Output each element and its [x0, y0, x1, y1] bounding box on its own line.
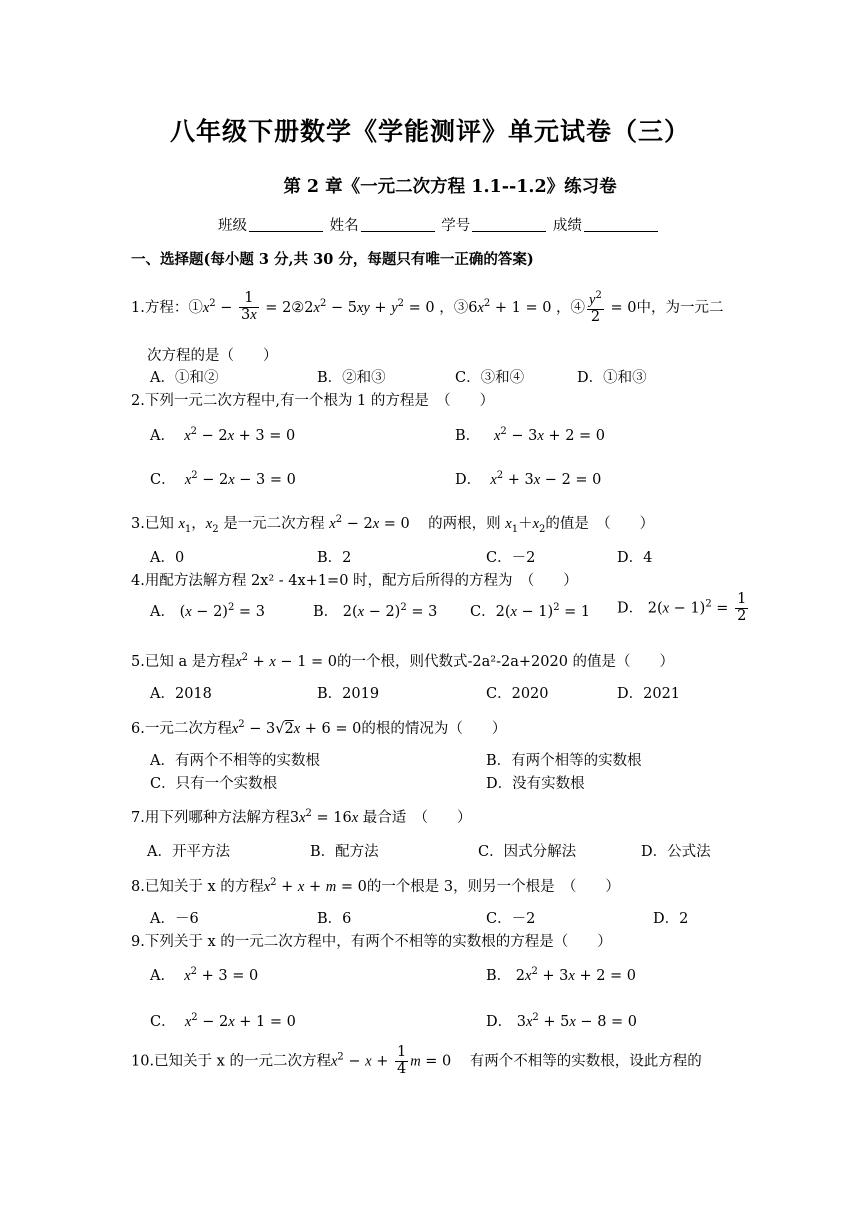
q3-stem-a: 3.已知	[131, 516, 179, 532]
q4-option-c[interactable]: C．$2(x - 1)^2 = 1$	[470, 602, 591, 620]
name-label: 姓名	[329, 218, 359, 234]
q6-option-a[interactable]: A．有两个不相等的实数根	[150, 753, 320, 769]
q2-option-a[interactable]: A． $x^2 - 2x + 3 = 0$	[150, 426, 296, 444]
q9-option-a[interactable]: A． $x^2 + 3 = 0$	[150, 966, 259, 984]
q10-stem-a: 10.已知关于 x 的一元二次方程	[131, 1053, 331, 1070]
q3-option-b[interactable]: B．2	[317, 550, 352, 566]
q1-option-c[interactable]: C．③和④	[455, 370, 525, 386]
q8-option-a[interactable]: A．－6	[150, 911, 199, 927]
question-7: 7.用下列哪种方法解方程$3x^2 = 16x$ 最合适 （ ）	[131, 808, 472, 826]
q2-option-d[interactable]: D． $x^2 + 3x - 2 = 0$	[455, 470, 602, 488]
q7-option-c[interactable]: C．因式分解法	[478, 844, 577, 860]
q4-d-label: D．	[617, 600, 644, 617]
q1-c3: ，③	[439, 299, 469, 316]
q2-option-b[interactable]: B． $x^2 - 3x + 2 = 0$	[455, 426, 606, 444]
q7-option-b[interactable]: B．配方法	[310, 844, 379, 860]
q9-c-label: C．	[150, 1014, 176, 1030]
q6-stem-b: 的根的情况为（ ）	[361, 721, 507, 737]
number-blank[interactable]	[472, 217, 546, 232]
q8-option-b[interactable]: B．6	[317, 911, 352, 927]
q4-a-label: A．	[150, 604, 175, 620]
q5-option-b[interactable]: B．2019	[317, 686, 380, 702]
q1-prefix: 1.方程：①	[131, 299, 203, 316]
q5-option-c[interactable]: C．2020	[486, 686, 549, 702]
question-10: 10.已知关于 x 的一元二次方程$x^2 - x$ + $\frac{1}{4}$ m = 0 有两个不相等的实数根，设此方程的	[131, 1044, 702, 1077]
score-label: 成绩	[552, 218, 582, 234]
q4-c-label: C．	[470, 604, 496, 620]
page-title: 八年级下册数学《学能测评》单元试卷（三）	[169, 117, 690, 146]
q5-option-d[interactable]: D．2021	[617, 686, 681, 702]
q6-option-d[interactable]: D．没有实数根	[486, 776, 585, 792]
question-5: 5.已知 a 是方程$x^2 + x - 1 = 0$的一个根，则代数式-2a²-2a+2020 的值是（ ）	[131, 652, 675, 670]
class-label: 班级	[218, 218, 247, 234]
q4-b-label: B．	[313, 604, 339, 620]
score-blank[interactable]	[584, 217, 658, 232]
q8-option-c[interactable]: C．－2	[486, 911, 536, 927]
question-3: 3.已知 $x_1$，$x_2$ 是一元二次方程 $x^2 - 2x = 0$ 的两根，则 $x_1+x_2$的值是 （ ）	[131, 514, 655, 535]
q3-stem-b: 是一元二次方程	[223, 516, 325, 532]
question-9: 9.下列关于 x 的一元二次方程中，有两个不相等的实数根的方程是（ ）	[131, 934, 612, 950]
q1-mid: ②	[291, 299, 305, 316]
page-subtitle: 第 2 章《一元二次方程 1.1--1.2》练习卷	[283, 177, 617, 197]
question-1: 1.方程：$①x^2$ − $\frac{1}{3x}$ = $2②2x^2 - 5xy + y^2 = 0$ ，$③6x^2 + 1 = 0$ ，④ $\frac{y^2}{2}$ = 0中，为一元二	[131, 290, 724, 325]
q8-option-d[interactable]: D．2	[653, 911, 689, 927]
q2-c-label: C．	[150, 472, 176, 488]
q9-a-label: A．	[150, 968, 175, 984]
q7-stem-a: 7.用下列哪种方法解方程	[131, 810, 290, 826]
q3-option-a[interactable]: A．0	[150, 550, 185, 566]
q1-option-a[interactable]: A．①和②	[150, 370, 219, 386]
q9-d-label: D．	[486, 1014, 513, 1030]
q4-option-a[interactable]: A． $(x - 2)^2 = 3$	[150, 602, 265, 620]
q9-option-b[interactable]: B． $2x^2 + 3x + 2 = 0$	[486, 966, 637, 984]
q1-option-d[interactable]: D．①和③	[577, 370, 647, 386]
q9-option-d[interactable]: D． $3x^2 + 5x - 8 = 0$	[486, 1012, 638, 1030]
name-blank[interactable]	[361, 217, 435, 232]
class-blank[interactable]	[249, 217, 323, 232]
q1-line2: 次方程的是（ ）	[147, 348, 278, 364]
q8-stem-a: 8.已知关于 x 的方程	[131, 879, 264, 895]
section-heading: 一、选择题(每小题 3 分,共 30 分，每题只有唯一正确的答案)	[131, 251, 534, 268]
q4-option-d[interactable]: D． $2(x - 1)^2$ = $\frac{1}{2}$	[617, 591, 747, 624]
q3-stem-c: 的两根，则	[428, 516, 501, 532]
q1-c4: ，④	[556, 299, 586, 316]
question-8: 8.已知关于 x 的方程$x^2 + x + m = 0$的一个根是 3，则另一个根是 （ ）	[131, 877, 620, 895]
q6-option-c[interactable]: C．只有一个实数根	[150, 776, 278, 792]
q7-stem-b: 最合适 （ ）	[362, 810, 472, 826]
q7-option-a[interactable]: A．开平方法	[147, 844, 230, 860]
q1-suffix: 中，为一元二	[636, 299, 724, 316]
q5-option-a[interactable]: A．2018	[150, 686, 212, 702]
q4-option-b[interactable]: B． $2(x - 2)^2 = 3$	[313, 602, 438, 620]
q5-stem-b: 的一个根，则代数式-2a²-2a+2020 的值是（ ）	[337, 654, 675, 670]
q8-stem-b: 的一个根是 3，则另一个根是 （ ）	[366, 879, 620, 895]
q2-b-label: B．	[455, 428, 481, 444]
q1-option-b[interactable]: B．②和③	[317, 370, 386, 386]
q7-option-d[interactable]: D．公式法	[641, 844, 711, 860]
question-4: 4.用配方法解方程 2x² - 4x+1=0 时，配方后所得的方程为 （ ）	[131, 573, 578, 589]
student-info-fields	[218, 214, 660, 235]
q3-option-c[interactable]: C．－2	[486, 550, 536, 566]
q5-stem-a: 5.已知 a 是方程	[131, 654, 236, 670]
q2-a-label: A．	[150, 428, 175, 444]
number-label: 学号	[441, 218, 471, 234]
question-2: 2.下列一元二次方程中,有一个根为 1 的方程是 （ ）	[131, 393, 495, 409]
q2-option-c[interactable]: C． $x^2 - 2x - 3 = 0$	[150, 470, 296, 488]
q6-option-b[interactable]: B．有两个相等的实数根	[486, 753, 642, 769]
q2-d-label: D．	[455, 472, 482, 488]
q10-stem-b: 有两个不相等的实数根，设此方程的	[469, 1053, 702, 1070]
q3-stem-d: 的值是 （ ）	[545, 516, 655, 532]
q3-option-d[interactable]: D．4	[617, 550, 653, 566]
question-6: 6.一元二次方程$x^2 - 3√2x + 6 = 0$的根的情况为（ ）	[131, 719, 507, 737]
q9-b-label: B．	[486, 968, 512, 984]
q6-stem-a: 6.一元二次方程	[131, 721, 232, 737]
q9-option-c[interactable]: C． $x^2 - 2x + 1 = 0$	[150, 1012, 296, 1030]
